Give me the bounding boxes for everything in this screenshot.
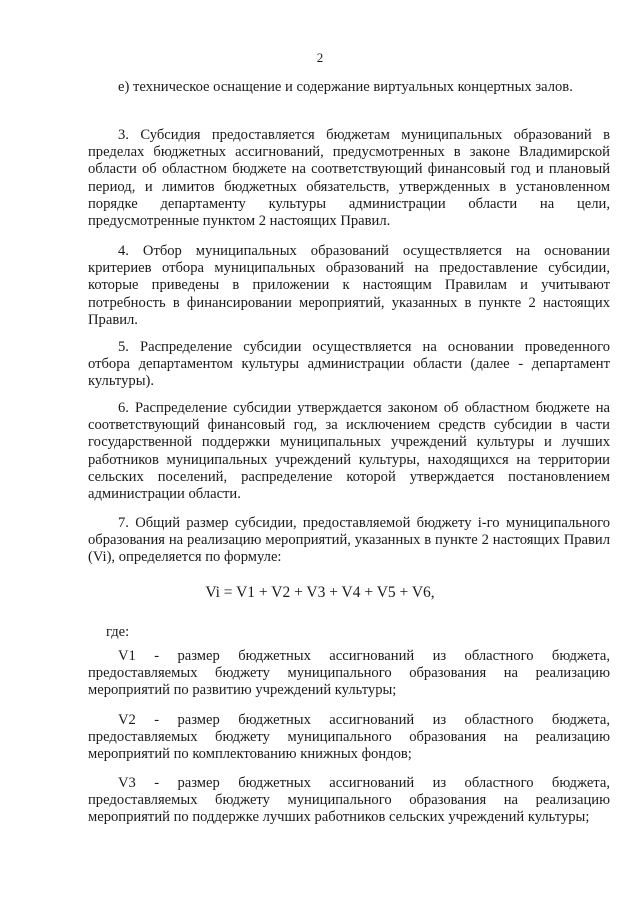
paragraph-6: 6. Распределение субсидии утверждается законом об областном бюджете на соответствующий финансовый год, за исключением средств субсидии в части государственной поддержки муниципальных учреждений культуры и лучших работников муниципальных учреждений культуры, находящихся на территории сельских поселений, распределение которой утверждается постановлением администрации области. bbox=[88, 400, 610, 503]
paragraph-3: 3. Субсидия предоставляется бюджетам муниципальных образований в пределах бюджетных ассигнований, предусмотренных в законе Владимирской области об областном бюджете на соответствующий финансовый год и плановый период, и лимитов бюджетных обязательств, утвержденных в установленном порядке департаменту культуры администрации области на цели, предусмотренные пунктом 2 настоящих Правил. bbox=[88, 127, 610, 230]
formula: Vi = V1 + V2 + V3 + V4 + V5 + V6, bbox=[205, 584, 435, 601]
definition-v1: V1 - размер бюджетных ассигнований из областного бюджета, предоставляемых бюджету муниципального образования на реализацию мероприятий по развитию учреждений культуры; bbox=[88, 648, 610, 699]
paragraph-4: 4. Отбор муниципальных образований осуществляется на основании критериев отбора муниципальных образований на предоставление субсидии, которые приведены в приложении к настоящим Правилам и учитывают потребность в финансировании мероприятий, указанных в пункте 2 настоящих Правил. bbox=[88, 243, 610, 328]
paragraph-7: 7. Общий размер субсидии, предоставляемой бюджету i-го муниципального образования на реализацию мероприятий, указанных в пункте 2 настоящих Правил (Vi), определяется по формуле: bbox=[88, 515, 610, 566]
item-e: е) техническое оснащение и содержание виртуальных концертных залов. bbox=[118, 79, 573, 95]
where-label: где: bbox=[106, 624, 130, 640]
page-number: 2 bbox=[316, 50, 324, 65]
definition-v3: V3 - размер бюджетных ассигнований из областного бюджета, предоставляемых бюджету муниципального образования на реализацию мероприятий по поддержке лучших работников сельских учреждений культуры; bbox=[88, 775, 610, 826]
definition-v2: V2 - размер бюджетных ассигнований из областного бюджета, предоставляемых бюджету муниципального образования на реализацию мероприятий по комплектованию книжных фондов; bbox=[88, 712, 610, 763]
paragraph-5: 5. Распределение субсидии осуществляется на основании проведенного отбора департаментом культуры администрации области (далее - департамент культуры). bbox=[88, 339, 610, 390]
